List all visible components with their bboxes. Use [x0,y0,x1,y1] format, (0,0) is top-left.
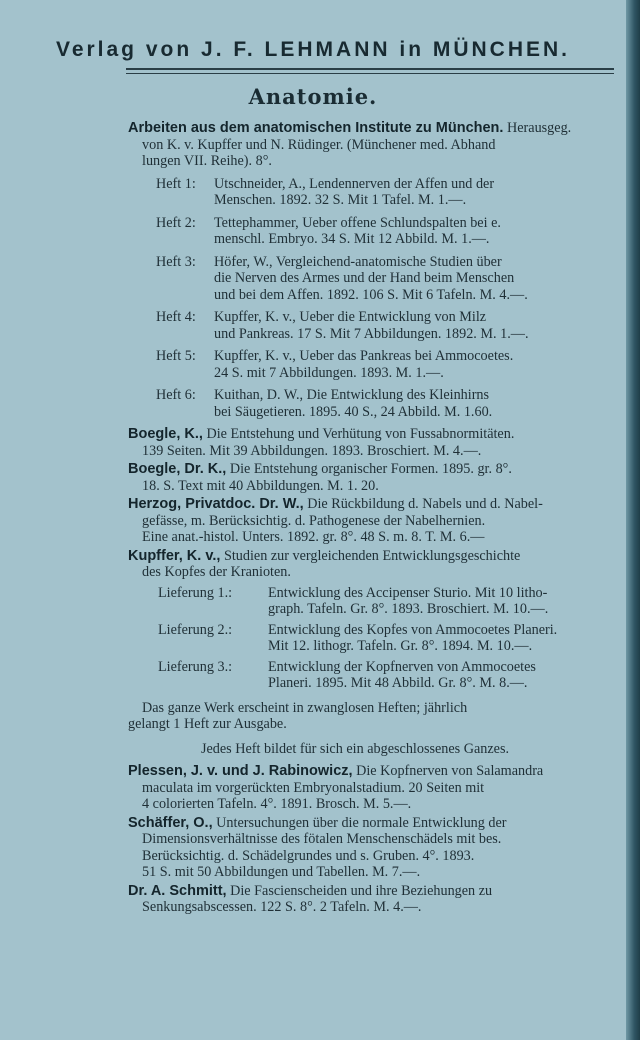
entry-text: Die Entstehung organischer Formen. 1895. gr. 8°. [226,461,512,477]
heft-item [128,348,622,381]
heft-item [128,387,622,420]
section-title: Anatomie. [248,84,378,109]
lieferung-label: Lieferung 2.: [158,621,233,638]
catalog-entry [128,426,622,459]
entry-text: Die Entstehung und Verhütung von Fussabnormitäten. [202,426,515,442]
heft-text: und bei dem Affen. 1892. 106 S. Mit 6 Tafeln. M. 4.—. [214,286,528,303]
heft-text: Utschneider, A., Lendennerven der Affen und der [214,175,495,192]
entry-text: Die Fascienscheiden und ihre Beziehungen zu [226,882,493,899]
entry-author: Boegle, Dr. K., [128,461,227,477]
lieferung-text: Entwicklung der Kopfnerven von Ammocoetes [268,658,536,675]
entry-text: Senkungsabscessen. 122 S. 8°. 2 Tafeln. M. 4.—. [142,899,422,915]
entry-text: Studien zur vergleichenden Entwicklungsgeschichte [220,547,521,564]
header-rule-thin [126,73,614,74]
lieferung-item [128,585,622,618]
entry-text: 4 colorierten Tafeln. 4°. 1891. Brosch. M. 5.—. [142,796,412,812]
entry-text: des Kopfes der Kranioten. [142,564,291,580]
header-rule-thick [126,68,614,70]
heft-label: Heft 4: [156,309,196,325]
catalog-entry [128,883,622,916]
lieferung-label: Lieferung 1.: [158,584,233,601]
heft-text: Kupffer, K. v., Ueber die Entwicklung von Milz [214,309,487,325]
entry-author: Plessen, J. v. und J. Rabinowicz, [128,763,353,779]
heft-text: Kuithan, D. W., Die Entwicklung des Kleinhirns [214,387,490,403]
entry-text: Eine anat.-histol. Unters. 1892. gr. 8°. 48 S. m. 8. T. M. 6.— [142,529,485,545]
note-text: Jedes Heft bildet für sich ein abgeschlossenes Ganzes. [200,740,510,757]
lieferung-text: graph. Tafeln. Gr. 8°. 1893. Broschiert. M. 10.—. [268,601,549,617]
entry-text: Herausgeg. [503,120,572,136]
entry-text: Dimensionsverhältnisse des fötalen Menschenschädels mit bes. [142,831,502,847]
heft-text: Menschen. 1892. 32 S. Mit 1 Tafel. M. 1.—. [214,192,467,208]
entry-author: Herzog, Privatdoc. Dr. W., [128,496,304,512]
catalog-entry-kupffer [128,548,622,581]
catalog-content [128,120,622,918]
heft-label: Heft 2: [156,214,196,231]
entry-text: lungen VII. Reihe). 8°. [142,153,272,169]
note-text: gelangt 1 Heft zur Ausgabe. [128,716,287,732]
page-edge [626,0,640,1040]
entry-text: Untersuchungen über die normale Entwicklung der [212,814,507,831]
lieferung-text: Entwicklung des Accipenser Sturio. Mit 10 litho- [268,584,548,601]
note-paragraph [128,700,622,733]
heft-label: Heft 1: [156,175,196,192]
entry-text: Die Rückbildung d. Nabels und d. Nabel- [303,496,543,512]
heft-text: menschl. Embryo. 34 S. Mit 12 Abbild. M. 1.—. [214,231,490,247]
heft-text: Höfer, W., Vergleichend-anatomische Studien über [214,253,502,270]
entry-text: von K. v. Kupffer und N. Rüdinger. (Münchener med. Abhand [142,136,496,153]
entry-text: maculata im vorgerückten Embryonalstadium. 20 Seiten mit [142,779,485,796]
heft-item [128,215,622,248]
lieferung-text: Planeri. 1895. Mit 48 Abbild. Gr. 8°. M. 8.—. [268,675,528,691]
entry-text: 18. S. Text mit 40 Abbildungen. M. 1. 20. [142,477,379,494]
heft-text: die Nerven des Armes und der Hand beim Menschen [214,270,515,286]
entry-author: Schäffer, O., [128,814,213,831]
entry-text: gefässe, m. Berücksichtig. d. Pathogenese der Nabelhernien. [142,512,486,529]
entry-text: Berücksichtig. d. Schädelgrundes und s. Gruben. 4°. 1893. [142,847,475,864]
entry-author: Kupffer, K. v., [128,547,221,564]
lieferung-item [128,659,622,692]
heft-item [128,254,622,304]
lieferung-text: Mit 12. lithogr. Tafeln. Gr. 8°. 1894. M. 10.—. [268,638,533,654]
publisher-header: Verlag von J. F. LEHMANN in MÜNCHEN. [55,38,571,61]
entry-text: 51 S. mit 50 Abbildungen und Tabellen. M. 7.—. [142,864,421,880]
entry-text: Die Kopfnerven von Salamandra [352,763,544,779]
heft-text: bei Säugetieren. 1895. 40 S., 24 Abbild. M. 1.60. [214,403,493,420]
catalog-entry [128,461,622,494]
heft-label: Heft 3: [156,253,196,270]
entry-author: Boegle, K., [128,426,203,442]
entry-author: Arbeiten aus dem anatomischen Institute zu München. [128,120,504,136]
heft-text: und Pankreas. 17 S. Mit 7 Abbildungen. 1892. M. 1.—. [214,325,529,342]
heft-text: Kupffer, K. v., Ueber das Pankreas bei Ammocoetes. [214,348,514,364]
heft-label: Heft 6: [156,387,196,403]
lieferung-label: Lieferung 3.: [158,658,233,675]
lieferung-item [128,622,622,655]
entry-text: 139 Seiten. Mit 39 Abbildungen. 1893. Broschiert. M. 4.—. [142,442,482,459]
heft-item [128,176,622,209]
heft-item [128,309,622,342]
lieferung-text: Entwicklung des Kopfes von Ammocoetes Planeri. [268,621,558,638]
entry-author: Dr. A. Schmitt, [128,882,227,899]
catalog-entry [128,815,622,881]
catalog-entry [128,763,622,813]
note-text: Das ganze Werk erscheint in zwanglosen Heften; jährlich [142,699,468,716]
heft-label: Heft 5: [156,348,196,364]
catalog-entry [128,496,622,546]
heft-text: 24 S. mit 7 Abbildungen. 1893. M. 1.—. [214,364,444,381]
catalog-entry-arbeiten [128,120,622,170]
note-center [128,741,622,758]
heft-text: Tettephammer, Ueber offene Schlundspalten bei e. [214,214,501,231]
